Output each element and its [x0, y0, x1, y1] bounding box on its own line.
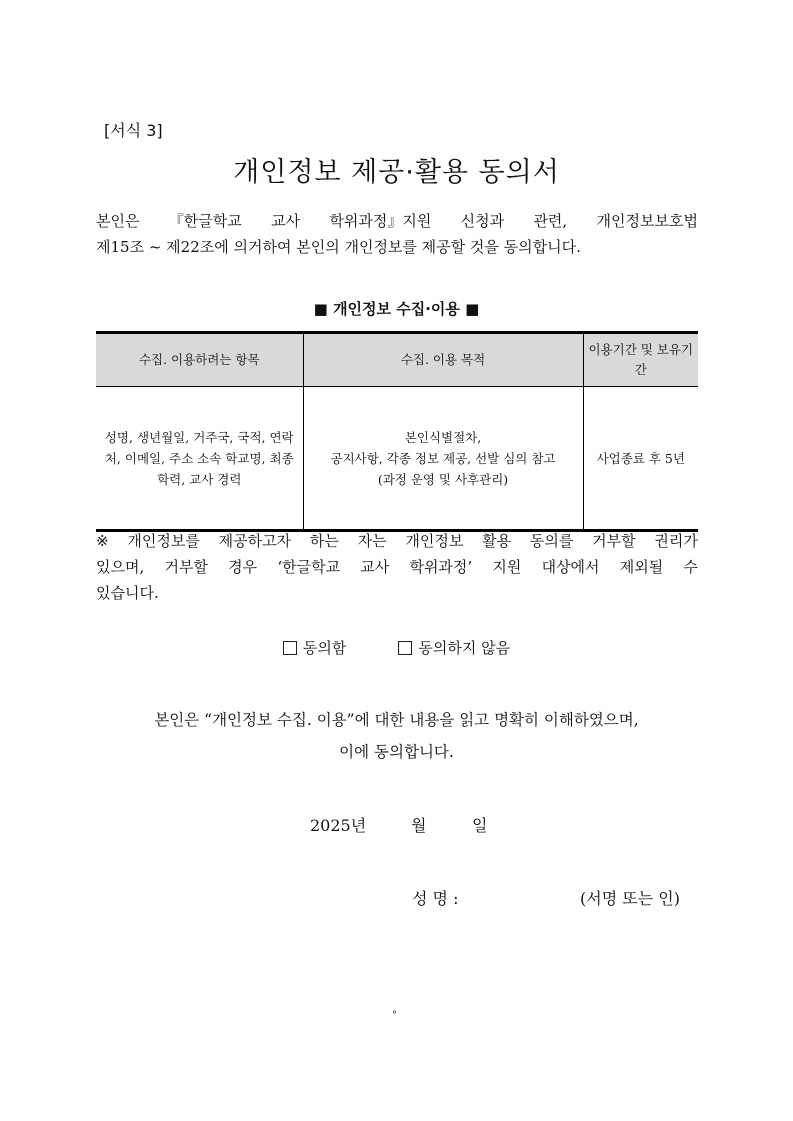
- page-mark: °: [392, 1010, 397, 1021]
- header-period: 이용기간 및 보유기간: [583, 333, 698, 387]
- notice-word: 개인정보를: [127, 532, 200, 550]
- consent-statement: [0, 704, 793, 768]
- table-row: [96, 387, 698, 531]
- consent-choices: [0, 637, 793, 658]
- notice-word: 제외될: [619, 558, 664, 576]
- notice-paragraph: [96, 528, 698, 606]
- notice-line-3: 있습니다.: [96, 584, 159, 602]
- agree-checkbox[interactable]: [283, 641, 297, 655]
- section-title: ■ 개인정보 수집·이용 ■: [313, 300, 480, 318]
- agree-label: 동의함: [302, 639, 347, 657]
- signature-hint: (서명 또는 인): [580, 889, 680, 908]
- notice-word: ‘한글학교: [277, 558, 341, 576]
- header-purpose: 수집. 이용 목적: [303, 333, 583, 387]
- notice-word: ※: [96, 532, 109, 550]
- notice-word: 제공하고자: [218, 532, 292, 550]
- disagree-label: 동의하지 않음: [418, 639, 511, 657]
- notice-line-1: [96, 528, 698, 554]
- date-month: 월: [411, 816, 427, 835]
- disagree-option[interactable]: [398, 637, 510, 658]
- intro-line-1: [96, 208, 698, 234]
- notice-word: 자는: [357, 532, 387, 550]
- cell-purpose: [303, 387, 583, 531]
- notice-word: 권리가: [654, 532, 698, 550]
- notice-line-2: [96, 554, 698, 580]
- intro-paragraph: [96, 208, 698, 260]
- purpose-line: 공지사항, 각종 정보 제공, 선발 심의 참고: [330, 450, 556, 466]
- consent-line-2: 이에 동의합니다.: [339, 743, 454, 761]
- date-year: 2025년: [310, 816, 367, 835]
- date-day: 일: [472, 816, 488, 835]
- notice-word: 동의를: [529, 532, 574, 550]
- purpose-line: 본인식별절차,: [404, 429, 482, 445]
- form-number: [서식 3]: [104, 121, 163, 140]
- notice-word: 교사: [360, 558, 390, 576]
- notice-word: 활용: [482, 532, 512, 550]
- document-title: 개인정보 제공·활용 동의서: [233, 157, 560, 188]
- notice-word: 거부할: [592, 532, 636, 550]
- personal-info-table: [96, 331, 698, 532]
- intro-word: 학위과정』지원: [329, 212, 432, 230]
- notice-word: 지원: [492, 558, 522, 576]
- table-header-row: [96, 333, 698, 387]
- consent-line-1: 본인은 “개인정보 수집. 이용”에 대한 내용을 읽고 명확히 이해하였으며,: [154, 711, 639, 729]
- notice-word: 대상에서: [541, 558, 600, 576]
- notice-word: 개인정보: [405, 532, 464, 550]
- intro-word: 신청과: [460, 212, 505, 230]
- intro-line-2: 제15조 ~ 제22조에 의거하여 본인의 개인정보를 제공할 것을 동의합니다.: [96, 238, 581, 256]
- notice-word: 하는: [309, 532, 339, 550]
- header-items: 수집. 이용하려는 항목: [96, 333, 303, 387]
- notice-word: 거부할: [164, 558, 208, 576]
- notice-word: 있으며,: [96, 558, 145, 576]
- cell-items: 성명, 생년월일, 거주국, 국적, 연락처, 이메일, 주소 소속 학교명, 최종학력, 교사 경력: [96, 387, 303, 531]
- agree-option[interactable]: [283, 637, 346, 658]
- intro-word: 교사: [271, 212, 301, 230]
- cell-period: 사업종료 후 5년: [583, 387, 698, 531]
- intro-word: 본인은: [96, 212, 140, 230]
- disagree-checkbox[interactable]: [398, 641, 412, 655]
- notice-word: 학위과정’: [409, 558, 473, 576]
- notice-word: 수: [683, 558, 698, 576]
- signature-label: 성 명 :: [412, 889, 459, 908]
- intro-word: 『한글학교: [168, 212, 242, 230]
- purpose-line: (과정 운영 및 사후관리): [377, 471, 509, 487]
- intro-word: 관련,: [533, 212, 568, 230]
- notice-word: 경우: [228, 558, 258, 576]
- intro-word: 개인정보보호법: [596, 212, 698, 230]
